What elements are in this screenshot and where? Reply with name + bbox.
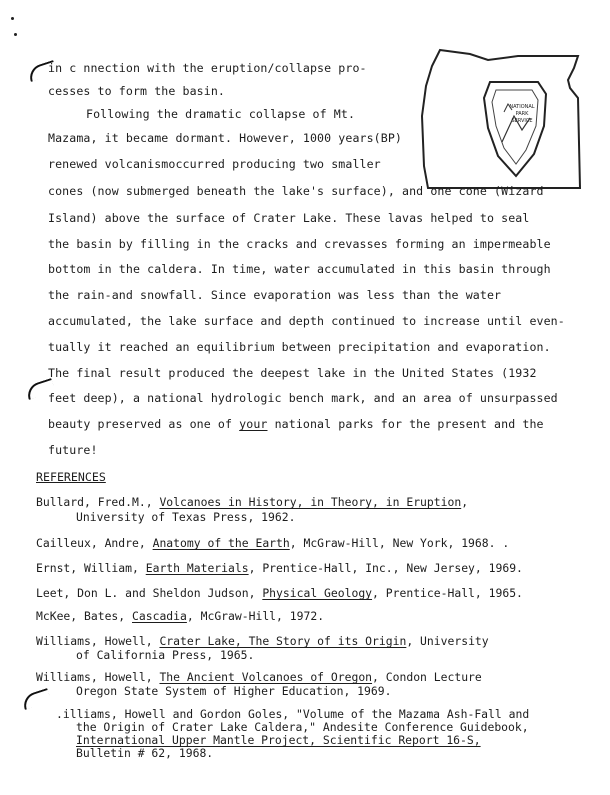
ref-author: Williams, Howell, <box>36 634 160 648</box>
oregon-map-icon <box>418 46 586 196</box>
nps-logo-text: PARK <box>515 111 529 117</box>
body-line: cones (now submerged beneath the lake's surface), and one cone (Wizard <box>48 184 544 198</box>
nps-arrowhead-icon <box>484 82 546 176</box>
reference-continuation: University of Texas Press, 1962. <box>76 510 296 524</box>
reference-continuation: the Origin of Crater Lake Caldera," Andesite Conference Guidebook, <box>76 720 529 734</box>
reference-entry <box>36 609 324 623</box>
ref-title: Physical Geology <box>262 586 373 600</box>
ref-author: Leet, Don L. and Sheldon Judson, <box>36 586 263 600</box>
ref-publisher: , Condon Lecture <box>372 670 482 684</box>
body-line: bottom in the caldera. In time, water accumulated in this basin through <box>48 262 551 276</box>
ref-author: Ernst, William, <box>36 561 146 575</box>
body-text: national parks for the present and the <box>267 417 544 431</box>
body-line: the basin by filling in the cracks and crevasses forming an impermeable <box>48 237 551 251</box>
body-line: the rain-and snowfall. Since evaporation was less than the water <box>48 288 502 302</box>
reference-continuation: Oregon State System of Higher Education, 1969. <box>76 684 392 698</box>
body-line: renewed volcanismoccurred producing two smaller <box>48 157 381 171</box>
ref-title: Volcanoes in History, in Theory, in Eruption <box>159 495 462 509</box>
body-line: accumulated, the lake surface and depth continued to increase until even- <box>48 314 565 328</box>
reference-entry: .illiams, Howell and Gordon Goles, "Volume of the Mazama Ash-Fall and <box>56 707 530 721</box>
ref-publisher: , Prentice-Hall, Inc., New Jersey, 1969. <box>248 561 523 575</box>
ref-publisher: , McGraw-Hill, 1972. <box>186 609 325 623</box>
scan-mark <box>14 33 17 36</box>
reference-continuation: International Upper Mantle Project, Scientific Report 16-S, <box>76 733 481 747</box>
body-line: cesses to form the basin. <box>48 84 226 98</box>
reference-entry <box>36 561 523 575</box>
ref-title: Cascadia <box>132 609 187 623</box>
ref-title: The Ancient Volcanoes of Oregon <box>159 670 373 684</box>
ref-publisher: , Prentice-Hall, 1965. <box>372 586 523 600</box>
nps-logo-text: SERVICE <box>511 118 533 124</box>
scan-mark <box>11 17 14 20</box>
reference-continuation: Bulletin # 62, 1968. <box>76 746 214 760</box>
body-line: feet deep), a national hydrologic bench mark, and an area of unsurpassed <box>48 391 558 405</box>
ref-title: Earth Materials <box>145 561 249 575</box>
body-line: in c nnection with the eruption/collapse pro- <box>48 61 367 75</box>
body-line: The final result produced the deepest lake in the United States (1932 <box>48 366 537 380</box>
emphasis-your: your <box>239 417 268 431</box>
reference-entry <box>36 495 468 509</box>
ref-author: Williams, Howell, <box>36 670 160 684</box>
body-text: beauty preserved as one of <box>48 417 240 431</box>
ref-publisher: , McGraw-Hill, New York, 1968. . <box>289 536 510 550</box>
body-line <box>48 417 544 431</box>
body-line: Mazama, it became dormant. However, 1000 years(BP) <box>48 131 403 145</box>
body-line: tually it reached an equilibrium between precipitation and evaporation. <box>48 340 551 354</box>
reference-continuation: of California Press, 1965. <box>76 648 255 662</box>
ref-title: Crater Lake, The Story of its Origin <box>159 634 407 648</box>
staple-mark <box>21 688 52 710</box>
ref-publisher: , University <box>406 634 489 648</box>
ref-author: McKee, Bates, <box>36 609 133 623</box>
reference-entry <box>36 586 523 600</box>
reference-entry <box>36 670 482 684</box>
ref-title: Anatomy of the Earth <box>152 536 290 550</box>
body-line: future! <box>48 443 98 457</box>
ref-publisher: , <box>461 495 469 509</box>
references-heading: REFERENCES <box>36 470 106 484</box>
reference-entry <box>36 634 489 648</box>
nps-logo-text: NATIONAL <box>509 104 535 110</box>
ref-author: Bullard, Fred.M., <box>36 495 160 509</box>
body-line: Island) above the surface of Crater Lake. These lavas helped to seal <box>48 211 530 225</box>
body-line: Following the dramatic collapse of Mt. <box>86 107 356 121</box>
reference-entry <box>36 536 509 550</box>
ref-author: Cailleux, Andre, <box>36 536 153 550</box>
